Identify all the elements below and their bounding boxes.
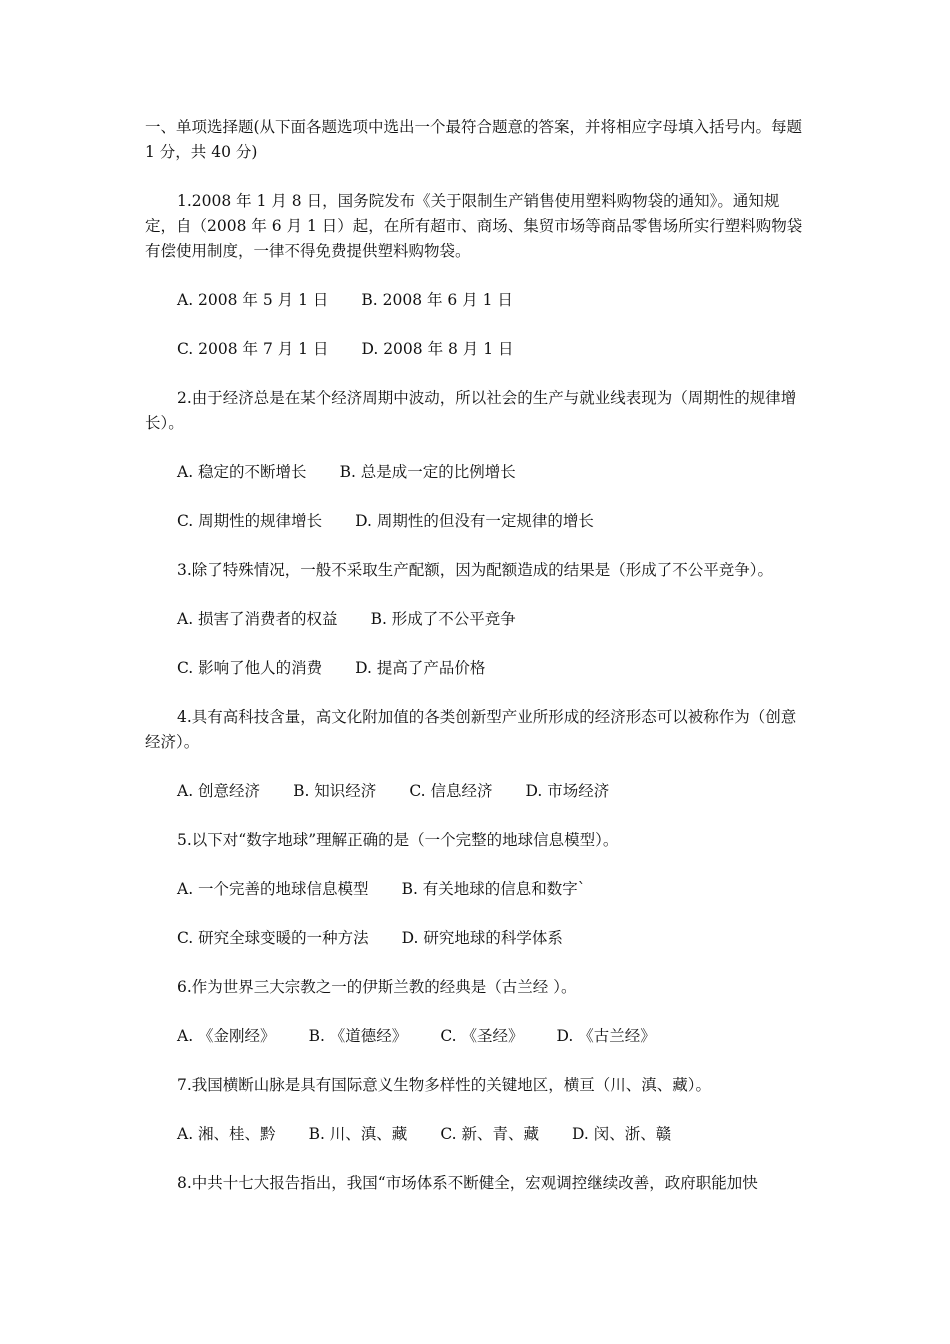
answer-option: D. 提高了产品价格 (355, 659, 486, 677)
answer-option: A. 2008 年 5 月 1 日 (177, 291, 329, 309)
answer-option: B. 2008 年 6 月 1 日 (361, 291, 513, 309)
answer-option: B. 有关地球的信息和数字` (401, 880, 586, 898)
answer-option: D. 《古兰经》 (556, 1027, 656, 1045)
question-text: 6.作为世界三大宗教之一的伊斯兰教的经典是（古兰经 ）。 (177, 978, 577, 996)
option-row (145, 779, 810, 804)
question-5 (145, 828, 810, 853)
answer-option: D. 2008 年 8 月 1 日 (361, 340, 514, 358)
option-row (145, 460, 810, 485)
answer-option: B. 《道德经》 (308, 1027, 408, 1045)
option-row (145, 656, 810, 681)
option-row (145, 288, 810, 313)
option-row (145, 1122, 810, 1147)
question-8 (145, 1171, 810, 1196)
question-list (145, 189, 810, 1196)
answer-option: C. 周期性的规律增长 (177, 512, 323, 530)
question-1 (145, 189, 810, 264)
question-text: 8.中共十七大报告指出，我国“市场体系不断健全，宏观调控继续改善，政府职能加快 (177, 1174, 758, 1192)
option-row (145, 337, 810, 362)
answer-option: B. 川、滇、藏 (308, 1125, 408, 1143)
question-2 (145, 386, 810, 436)
answer-option: A. 《金刚经》 (177, 1027, 276, 1045)
answer-option: A. 稳定的不断增长 (177, 463, 307, 481)
question-text: 5.以下对“数字地球”理解正确的是（一个完整的地球信息模型）。 (177, 831, 619, 849)
question-4 (145, 705, 810, 755)
option-row (145, 877, 810, 902)
question-6 (145, 975, 810, 1000)
answer-option: A. 一个完善的地球信息模型 (177, 880, 369, 898)
answer-option: D. 研究地球的科学体系 (401, 929, 563, 947)
option-row (145, 607, 810, 632)
option-row (145, 509, 810, 534)
answer-option: C. 信息经济 (409, 782, 493, 800)
answer-option: D. 周期性的但没有一定规律的增长 (355, 512, 594, 530)
answer-option: A. 损害了消费者的权益 (177, 610, 338, 628)
answer-option: C. 新、青、藏 (440, 1125, 539, 1143)
question-text: 1.2008 年 1 月 8 日，国务院发布《关于限制生产销售使用塑料购物袋的通知》。通知规定，自（2008 年 6 月 1 日）起，在所有超市、商场、集贸市场等商品零售场所实行塑料购物袋有偿使用制度，一律不得免费提供塑料购物袋。 (145, 192, 803, 260)
question-7 (145, 1073, 810, 1098)
answer-option: C. 影响了他人的消费 (177, 659, 323, 677)
answer-option: C. 《圣经》 (440, 1027, 524, 1045)
question-text: 4.具有高科技含量，高文化附加值的各类创新型产业所形成的经济形态可以被称作为（创意经济）。 (145, 708, 797, 751)
answer-option: B. 形成了不公平竞争 (370, 610, 516, 628)
section-header: 一、单项选择题(从下面各题选项中选出一个最符合题意的答案，并将相应字母填入括号内。每题 1 分，共 40 分) (145, 118, 803, 161)
question-text: 2.由于经济总是在某个经济周期中波动，所以社会的生产与就业线表现为（周期性的规律增长）。 (145, 389, 797, 432)
answer-option: B. 知识经济 (293, 782, 377, 800)
answer-option: A. 创意经济 (177, 782, 261, 800)
answer-option: D. 闵、浙、赣 (571, 1125, 672, 1143)
answer-option: B. 总是成一定的比例增长 (339, 463, 516, 481)
answer-option: A. 湘、桂、黔 (177, 1125, 276, 1143)
question-text: 3.除了特殊情况，一般不采取生产配额，因为配额造成的结果是（形成了不公平竞争）。 (177, 561, 774, 579)
answer-option: D. 市场经济 (525, 782, 610, 800)
question-3 (145, 558, 810, 583)
answer-option: C. 研究全球变暖的一种方法 (177, 929, 369, 947)
answer-option: C. 2008 年 7 月 1 日 (177, 340, 329, 358)
question-text: 7.我国横断山脉是具有国际意义生物多样性的关键地区，横亘（川、滇、藏）。 (177, 1076, 712, 1094)
exam-content (145, 115, 810, 1220)
option-row (145, 926, 810, 951)
option-row (145, 1024, 810, 1049)
